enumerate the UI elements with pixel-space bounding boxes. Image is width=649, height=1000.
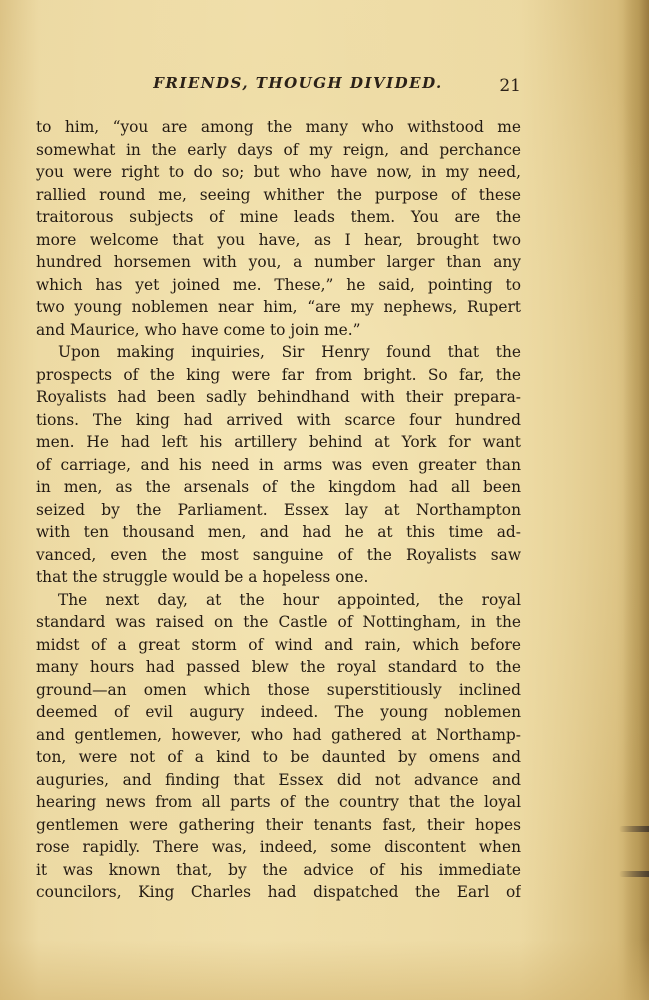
text-line: tions. The king had arrived with scarce four hundred <box>36 410 521 429</box>
body-text <box>36 116 521 904</box>
text-line: hundred horsemen with you, a number larger than any <box>36 253 521 271</box>
text-line: more welcome that you have, as I hear, brought two <box>36 230 521 249</box>
text-line: vanced, even the most sanguine of the Royalists saw <box>36 545 521 564</box>
text-line: that the struggle would be a hopeless one. <box>36 568 369 586</box>
text-line: somewhat in the early days of my reign, and perchance <box>36 140 521 159</box>
page-number: 21 <box>499 76 521 96</box>
text-line: gentlemen were gathering their tenants fast, their hopes <box>36 815 521 834</box>
text-line: seized by the Parliament. Essex lay at Northampton <box>36 500 521 519</box>
running-title: FRIENDS, THOUGH DIVIDED. <box>153 74 443 92</box>
page-header <box>35 74 521 100</box>
text-line: traitorous subjects of mine leads them. You are the <box>36 208 521 226</box>
text-line: Royalists had been sadly behindhand with their prepara- <box>36 388 521 406</box>
text-line: councilors, King Charles had dispatched the Earl of <box>36 883 521 901</box>
page-tab-mark <box>619 826 649 832</box>
text-line: midst of a great storm of wind and rain, which before <box>36 635 521 654</box>
text-line: it was known that, by the advice of his immediate <box>36 860 521 879</box>
text-line: rallied round me, seeing whither the purpose of these <box>36 185 521 204</box>
text-line: to him, “you are among the many who withstood me <box>36 118 521 136</box>
text-line: men. He had left his artillery behind at York for want <box>36 433 521 451</box>
paragraph <box>36 116 521 341</box>
text-line: two young noblemen near him, “are my nephews, Rupert <box>36 298 521 316</box>
text-line: in men, as the arsenals of the kingdom had all been <box>36 478 521 496</box>
text-line: standard was raised on the Castle of Nottingham, in the <box>36 613 521 631</box>
text-line: prospects of the king were far from bright. So far, the <box>36 365 521 384</box>
text-line: The next day, at the hour appointed, the royal <box>58 590 521 609</box>
page-tab-mark <box>619 871 649 877</box>
text-line: of carriage, and his need in arms was even greater than <box>36 455 521 474</box>
paragraph <box>36 341 521 589</box>
text-line: many hours had passed blew the royal standard to the <box>36 658 521 676</box>
text-line: with ten thousand men, and had he at this time ad- <box>36 523 521 541</box>
text-line: auguries, and finding that Essex did not advance and <box>36 770 521 789</box>
page-bottom-shadow <box>0 940 649 1000</box>
text-line: you were right to do so; but who have now, in my need, <box>36 163 521 181</box>
text-line: hearing news from all parts of the country that the loyal <box>36 793 521 811</box>
text-line: ton, were not of a kind to be daunted by omens and <box>36 748 521 766</box>
text-line: Upon making inquiries, Sir Henry found that the <box>58 343 521 361</box>
text-line: ground—an omen which those superstitiously inclined <box>36 680 521 699</box>
paragraph <box>36 589 521 904</box>
text-line: deemed of evil augury indeed. The young noblemen <box>36 703 521 721</box>
text-line: and gentlemen, however, who had gathered at Northamp- <box>36 725 521 744</box>
text-line: which has yet joined me. These,” he said, pointing to <box>36 275 521 294</box>
text-line: rose rapidly. There was, indeed, some discontent when <box>36 838 521 856</box>
page-edge-shadow <box>623 0 649 1000</box>
text-line: and Maurice, who have come to join me.” <box>36 320 361 339</box>
